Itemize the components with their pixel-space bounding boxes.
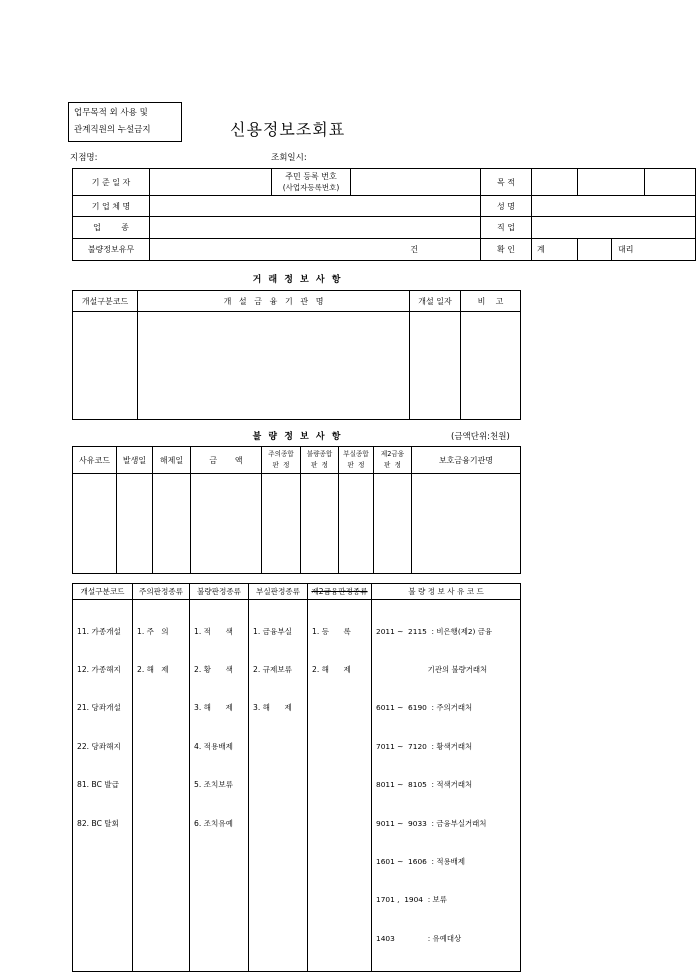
legend-item: 22. 당좌해지 [77, 741, 121, 751]
caution-verdict: 판 정 [272, 461, 290, 469]
resident-no-text: 주민 등록 번호 [285, 172, 337, 181]
industry-label: 업 종 [73, 217, 150, 239]
bad-occur-cell[interactable] [117, 474, 153, 574]
company-field[interactable] [150, 196, 481, 217]
business-no-text: (사업자등록번호) [282, 183, 340, 192]
legend-reason-codes [372, 600, 521, 972]
count-unit: 건 [410, 245, 418, 254]
purpose-field-2[interactable] [578, 169, 645, 196]
trade-note-cell[interactable] [461, 312, 521, 420]
page-title: 신용정보조회표 [230, 120, 346, 139]
bad-header-second-finance [374, 447, 412, 474]
trade-code-cell[interactable] [73, 312, 138, 420]
legend-item: 4. 적용배제 [194, 741, 234, 751]
bad-text: 불량종합 [306, 450, 333, 458]
bad-institution-cell[interactable] [412, 474, 521, 574]
legend-item: 9011 ~ 9033 : 금융부실거래처 [376, 818, 487, 828]
legend-second-finance-types [308, 600, 372, 972]
bad-bad-cell[interactable] [301, 474, 339, 574]
bad-verdict: 판 정 [311, 461, 328, 469]
base-date-field[interactable] [150, 169, 272, 196]
amount-unit: (금액단위:천원) [451, 432, 510, 442]
legend-item: 1. 적 색 [194, 626, 233, 636]
purpose-label: 목 적 [481, 169, 532, 196]
legend-open-codes [73, 600, 133, 972]
legend-insolvent-types [249, 600, 308, 972]
person-cell[interactable] [532, 239, 578, 261]
confidentiality-notice [68, 102, 182, 142]
trade-date-cell[interactable] [410, 312, 461, 420]
trade-header-date: 개설 일자 [410, 291, 461, 312]
industry-field[interactable] [150, 217, 481, 239]
legend-item: 2. 황 색 [194, 664, 233, 674]
legend-item: 6. 조치유예 [194, 818, 234, 828]
legend-item: 7011 ~ 7120 : 황색거래처 [376, 741, 473, 751]
bad-header-reason: 사유코드 [73, 447, 117, 474]
legend-item: 81. BC 발급 [77, 780, 119, 790]
resident-no-field[interactable] [351, 169, 481, 196]
legend-bad-types [190, 600, 249, 972]
legend-item: 3. 해 제 [253, 703, 292, 713]
legend-item: 2. 해 제 [137, 664, 169, 674]
purpose-field-3[interactable] [645, 169, 696, 196]
bad-release-cell[interactable] [153, 474, 191, 574]
legend-item: 1601 ~ 1606 : 적용배제 [376, 856, 465, 866]
deputy-label: 대리 [618, 245, 634, 254]
legend-header-bad: 불량판정종류 [190, 584, 249, 600]
second-finance-text: 제2금융 [380, 450, 405, 458]
bad-header-occur: 발생일 [117, 447, 153, 474]
legend-item: 1701 , 1904 : 보류 [376, 895, 447, 905]
bad-reason-cell[interactable] [73, 474, 117, 574]
legend-header-reason-code: 불 량 정 보 사 유 코 드 [372, 584, 521, 600]
second-finance-verdict: 판 정 [384, 461, 401, 469]
trade-header-note: 비 고 [461, 291, 521, 312]
bad-header-institution: 보호금융기관명 [412, 447, 521, 474]
legend-item: 2. 해 제 [312, 664, 351, 674]
legend-item: 2011 ~ 2115 : 비은행(제2) 금융 [376, 626, 493, 636]
resident-no-label [272, 169, 351, 196]
legend-header-caution: 주의판정종류 [133, 584, 190, 600]
legend-caution-types [133, 600, 190, 972]
name-field[interactable] [532, 196, 696, 217]
legend-item: 1. 금융부실 [253, 626, 293, 636]
bad-header-release: 해제일 [153, 447, 191, 474]
legend-header-open-code: 개설구분코드 [73, 584, 133, 600]
bad-header-amount: 금 액 [191, 447, 262, 474]
legend-header-insolvent: 부실판정종류 [249, 584, 308, 600]
trade-header-institution: 개 설 금 융 기 관 명 [138, 291, 410, 312]
bad-caution-cell[interactable] [262, 474, 301, 574]
legend-item: 6011 ~ 6190 : 주의거래처 [376, 703, 473, 713]
bad-info-label: 불량정보유무 [73, 239, 150, 261]
legend-item: 1403 : 유예대상 [376, 933, 462, 943]
name-label: 성 명 [481, 196, 532, 217]
trade-table [72, 290, 521, 420]
insolvent-text: 부실종합 [343, 450, 369, 458]
confirm-label: 확 인 [481, 239, 532, 261]
bad-section-heading: 불 량 정 보 사 항 [252, 432, 343, 442]
person-label: 계 [537, 245, 545, 254]
bad-info-table [72, 446, 521, 574]
notice-line-2: 관계직원의 누설금지 [74, 125, 151, 135]
legend-item: 21. 당좌개설 [77, 703, 121, 713]
bad-header-insolvent [339, 447, 374, 474]
occupation-label: 직 업 [481, 217, 532, 239]
trade-section-heading: 거 래 정 보 사 항 [252, 275, 343, 285]
bad-amount-cell[interactable] [191, 474, 262, 574]
bad-header-caution [262, 447, 301, 474]
bad-info-field[interactable] [150, 239, 481, 261]
legend-item: 1. 등 록 [312, 626, 351, 636]
legend-header-second-finance: 제2금융판정종류 [308, 584, 372, 600]
notice-line-1: 업무목적 외 사용 및 [74, 108, 148, 118]
deputy-cell[interactable] [612, 239, 696, 261]
legend-item: 5. 조치보류 [194, 780, 234, 790]
trade-institution-cell[interactable] [138, 312, 410, 420]
bad-second-finance-cell[interactable] [374, 474, 412, 574]
insolvent-verdict: 판 정 [347, 461, 365, 469]
bad-insolvent-cell[interactable] [339, 474, 374, 574]
code-legend-table [72, 583, 521, 972]
branch-label: 지점명: [70, 153, 98, 163]
purpose-field-1[interactable] [532, 169, 578, 196]
legend-item: 8011 ~ 8105 : 적색거래처 [376, 780, 473, 790]
caution-text: 주의종합 [268, 450, 294, 458]
person-sign-field[interactable] [578, 239, 612, 261]
inquiry-time-label: 조회일시: [271, 153, 307, 163]
base-date-label: 기 준 일 자 [73, 169, 150, 196]
legend-item: 11. 가종개설 [77, 626, 121, 636]
legend-item: 1. 주 의 [137, 626, 169, 636]
occupation-field[interactable] [532, 217, 696, 239]
legend-item: 82. BC 탈회 [77, 818, 119, 828]
info-table [72, 168, 696, 261]
legend-item: 12. 가종해지 [77, 664, 121, 674]
trade-header-code: 개설구분코드 [73, 291, 138, 312]
legend-item: 기관의 불량거래처 [376, 664, 488, 674]
legend-item: 3. 해 제 [194, 703, 233, 713]
bad-header-bad [301, 447, 339, 474]
legend-item: 2. 규제보류 [253, 664, 293, 674]
company-label: 기 업 체 명 [73, 196, 150, 217]
